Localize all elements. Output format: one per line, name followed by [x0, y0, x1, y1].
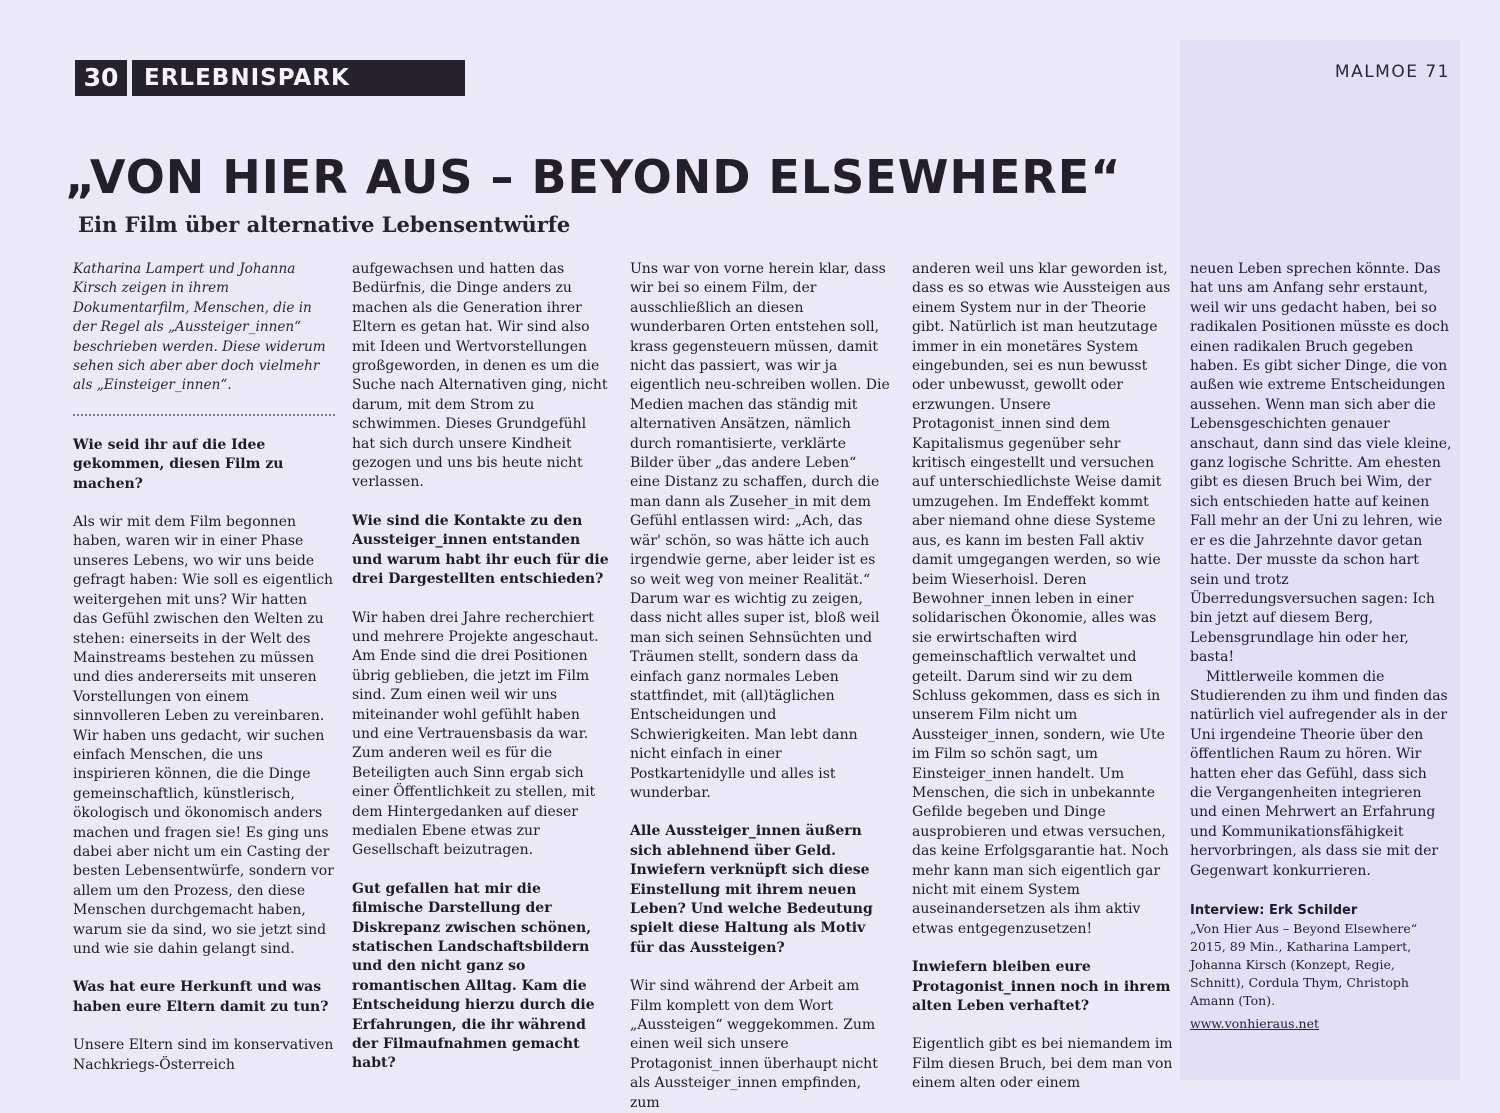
page-number: 30: [75, 60, 127, 96]
article-intro: Katharina Lampert und Johanna Kirsch zeigen in ihrem Dokumentarfilm, Menschen, die in der Regel als „Aussteiger_innen“ beschrieben werden. Diese widerum sehen sich aber aber doch vielmehr als „Einsteiger_innen“.: [73, 261, 326, 394]
answer-5-start: Wir sind während der Arbeit am Film komplett von dem Wort „Aussteigen“ weggekommen. Zum einen weil sich unsere Protagonist_innen überhaupt nicht als Aussteiger_innen empfinden, zum: [630, 978, 878, 1111]
question-5: Alle Aussteiger_innen äußern sich ablehnend über Geld. Inwiefern verknüpft sich diese Einstellung mit ihrem neuen Leben? Und welche Bedeutung spielt diese Haltung als Motiv für das Aussteigen?: [630, 823, 873, 956]
section-title: ERLEBNISPARK: [132, 60, 465, 96]
answer-6-cont: neuen Leben sprechen könnte. Das hat uns am Anfang sehr erstaunt, weil wir uns gedacht haben, bei so radikalen Positionen müsste es doch einen radikalen Bruch gegeben haben. Es gibt sicher Dinge, die von außen wie extreme Entscheidungen aussehen. Wenn man sich aber die Lebensgeschichten genauer anschaut, dann sind das viele kleine, ganz logische Schritte. Am ehesten gibt es diesen Bruch bei Wim, der sich entschieden hatte auf keinen Fall mehr an der Uni zu lehren, wie er es die Jahrzehnte davor getan hatte. Der musste da schon hart sein und trotz Überredungsversuchen sagen: Ich bin jetzt auf diesem Berg, Lebensgrundlage hin oder her, basta!: [1190, 261, 1452, 666]
question-2: Was hat eure Herkunft und was haben eure Eltern damit zu tun?: [73, 979, 329, 1015]
column-4: [912, 260, 1174, 1094]
column-3: [630, 260, 890, 1113]
website-link[interactable]: www.vonhieraus.net: [1190, 1016, 1320, 1032]
section-header: [75, 60, 465, 96]
answer-4: Uns war von vorne herein klar, dass wir bei so einem Film, der ausschließlich an diesen wunderbaren Orten entstehen soll, krass gegensteuern müssen, damit nicht das passiert, was wir ja eigentlich neu-schreiben wollen. Die Medien machen das ständig mit alternativen Ansätzen, nämlich durch romantisierte, verklärte Bilder über „das andere Leben“ eine Distanz zu schaffen, durch die man dann als Zuseher_in mit dem Gefühl entlassen wird: „Ach, das wär' schön, so was hätte ich auch irgendwie gerne, aber leider ist es so weit weg von meiner Realität.“ Darum war es wichtig zu zeigen, dass nicht alles super ist, bloß weil man sich seinen Sehnsüchten und Träumen stellt, sondern dass da einfach ganz normales Leben stattfindet, mit (all)täglichen Entscheidungen und Schwierigkeiten. Man lebt dann nicht einfach in einer Postkartenidylle und alles ist wunderbar.: [630, 261, 890, 801]
article-title: „VON HIER AUS – BEYOND ELSEWHERE“: [65, 150, 1122, 204]
film-info: „Von Hier Aus – Beyond Elsewhere“ 2015, 89 Min., Katharina Lampert, Johanna Kirsch (Konzept, Regie, Schnitt), Cordula Thym, Christoph Amann (Ton).: [1190, 921, 1418, 1009]
answer-6-start: Eigentlich gibt es bei niemandem im Film diesen Bruch, bei dem man von einem alten oder einem: [912, 1036, 1173, 1092]
question-4: Gut gefallen hat mir die filmische Darstellung der Diskrepanz zwischen schönen, statischen Landschaftsbildern und den nicht ganz so romantischen Alltag. Kam die Entscheidung hierzu durch die Erfahrungen, die ihr während der Filmaufnahmen gemacht habt?: [352, 880, 595, 1072]
issue-label: MALMOE 71: [1334, 62, 1450, 82]
question-1: Wie seid ihr auf die Idee gekommen, diesen Film zu machen?: [73, 436, 284, 492]
answer-5-cont: anderen weil uns klar geworden ist, dass es so etwas wie Aussteigen aus einem System nur in der Theorie gibt. Natürlich ist man heutzutage immer in ein monetäres System eingebunden, sei es nun bewusst oder unbewusst, gewollt oder erzwungen. Unsere Protagonist_innen sind dem Kapitalismus gegenüber sehr kritisch eingestellt und versuchen auf unterschiedlichste Weise damit umzugehen. Im Endeffekt kommt aber niemand ohne diese Systeme aus, es kann im besten Fall aktiv damit umgegangen werden, so wie beim Wieserhoisl. Deren Bewohner_innen leben in einer solidarischen Ökonomie, alles was sie erwirtschaften wird gemeinschaftlich verwaltet und geteilt. Darum sind wir zu dem Schluss gekommen, dass es sich in unserem Film nicht um Aussteiger_innen, sondern, wie Ute im Film so schön sagt, um Einsteiger_innen handelt. Um Menschen, die sich in unbekannte Gefilde begeben und Dinge ausprobieren und etwas versuchen, das keine Erfolgsgarantie hat. Noch mehr kann man sich eigentlich gar nicht mit einem System auseinandersetzen als ihm aktiv etwas entgegenzusetzen!: [912, 261, 1171, 937]
answer-1: Als wir mit dem Film begonnen haben, waren wir in einer Phase unseres Lebens, wo wir uns beide gefragt haben: Wie soll es eigentlich weitergehen mit uns? Wir hatten das Gefühl zwischen den Welten zu stehen: einerseits in der Welt des Mainstreams bestehen zu müssen und dies andererseits mit unseren Vorstellungen von einem sinnvolleren Leben zu vereinbaren. Wir haben uns gedacht, wir suchen einfach Menschen, die uns inspirieren können, die die Dinge gemeinschaftlich, künstlerisch, ökologisch und ökonomisch anders machen und fragen sie! Es ging uns dabei aber nicht um ein Casting der besten Lebensentwürfe, sondern vor allem um den Prozess, den diese Menschen durchgemacht haben, warum sie da sind, wo sie jetzt sind und wie sie dahin gelangt sind.: [73, 514, 334, 957]
interview-credit: Interview: Erk Schilder: [1190, 903, 1358, 918]
answer-2-start: Unsere Eltern sind im konservativen Nachkriegs-Österreich: [73, 1037, 334, 1073]
column-2: [352, 260, 610, 1074]
dotted-divider: [73, 414, 335, 416]
answer-2-cont: aufgewachsen und hatten das Bedürfnis, die Dinge anders zu machen als die Generation ihrer Eltern es getan hat. Wir sind also mit Ideen und Wertvorstellungen großgeworden, in denen es um die Suche nach Alternativen ging, nicht darum, mit dem Strom zu schwimmen. Dieses Grundgefühl hat sich durch unsere Kindheit gezogen und uns bis heute nicht verlassen.: [352, 261, 608, 491]
answer-3: Wir haben drei Jahre recherchiert und mehrere Projekte angeschaut. Am Ende sind die drei Positionen übrig geblieben, die jetzt im Film sind. Zum einen weil wir uns miteinander wohl gefühlt haben und eine Vertrauensbasis da war. Zum anderen weil es für die Beteiligten auch Sinn ergab sich einer Öffentlichkeit zu stellen, mit dem Hintergedanken auf dieser medialen Ebene etwas zur Gesellschaft beizutragen.: [352, 609, 599, 859]
answer-6-end: Mittlerweile kommen die Studierenden zu ihm und finden das natürlich viel aufregender als in der Uni irgendeine Theorie über den öffentlichen Raum zu hören. Wir hatten eher das Gefühl, dass sich die Vergangenheiten integrieren und einen Mehrwert an Erfahrung und Kommunikationsfähigkeit hervorbringen, als dass sie mit der Gegenwart konkurrieren.: [1190, 668, 1448, 879]
article-subtitle: Ein Film über alternative Lebensentwürfe: [78, 212, 571, 237]
column-5: [1190, 260, 1452, 1034]
question-6: Inwiefern bleiben eure Protagonist_innen noch in ihrem alten Leben verhaftet?: [912, 959, 1171, 1015]
column-1: [73, 260, 335, 1075]
question-3: Wie sind die Kontakte zu den Aussteiger_innen entstanden und warum habt ihr euch für die drei Dargestellten entschieden?: [352, 512, 609, 588]
